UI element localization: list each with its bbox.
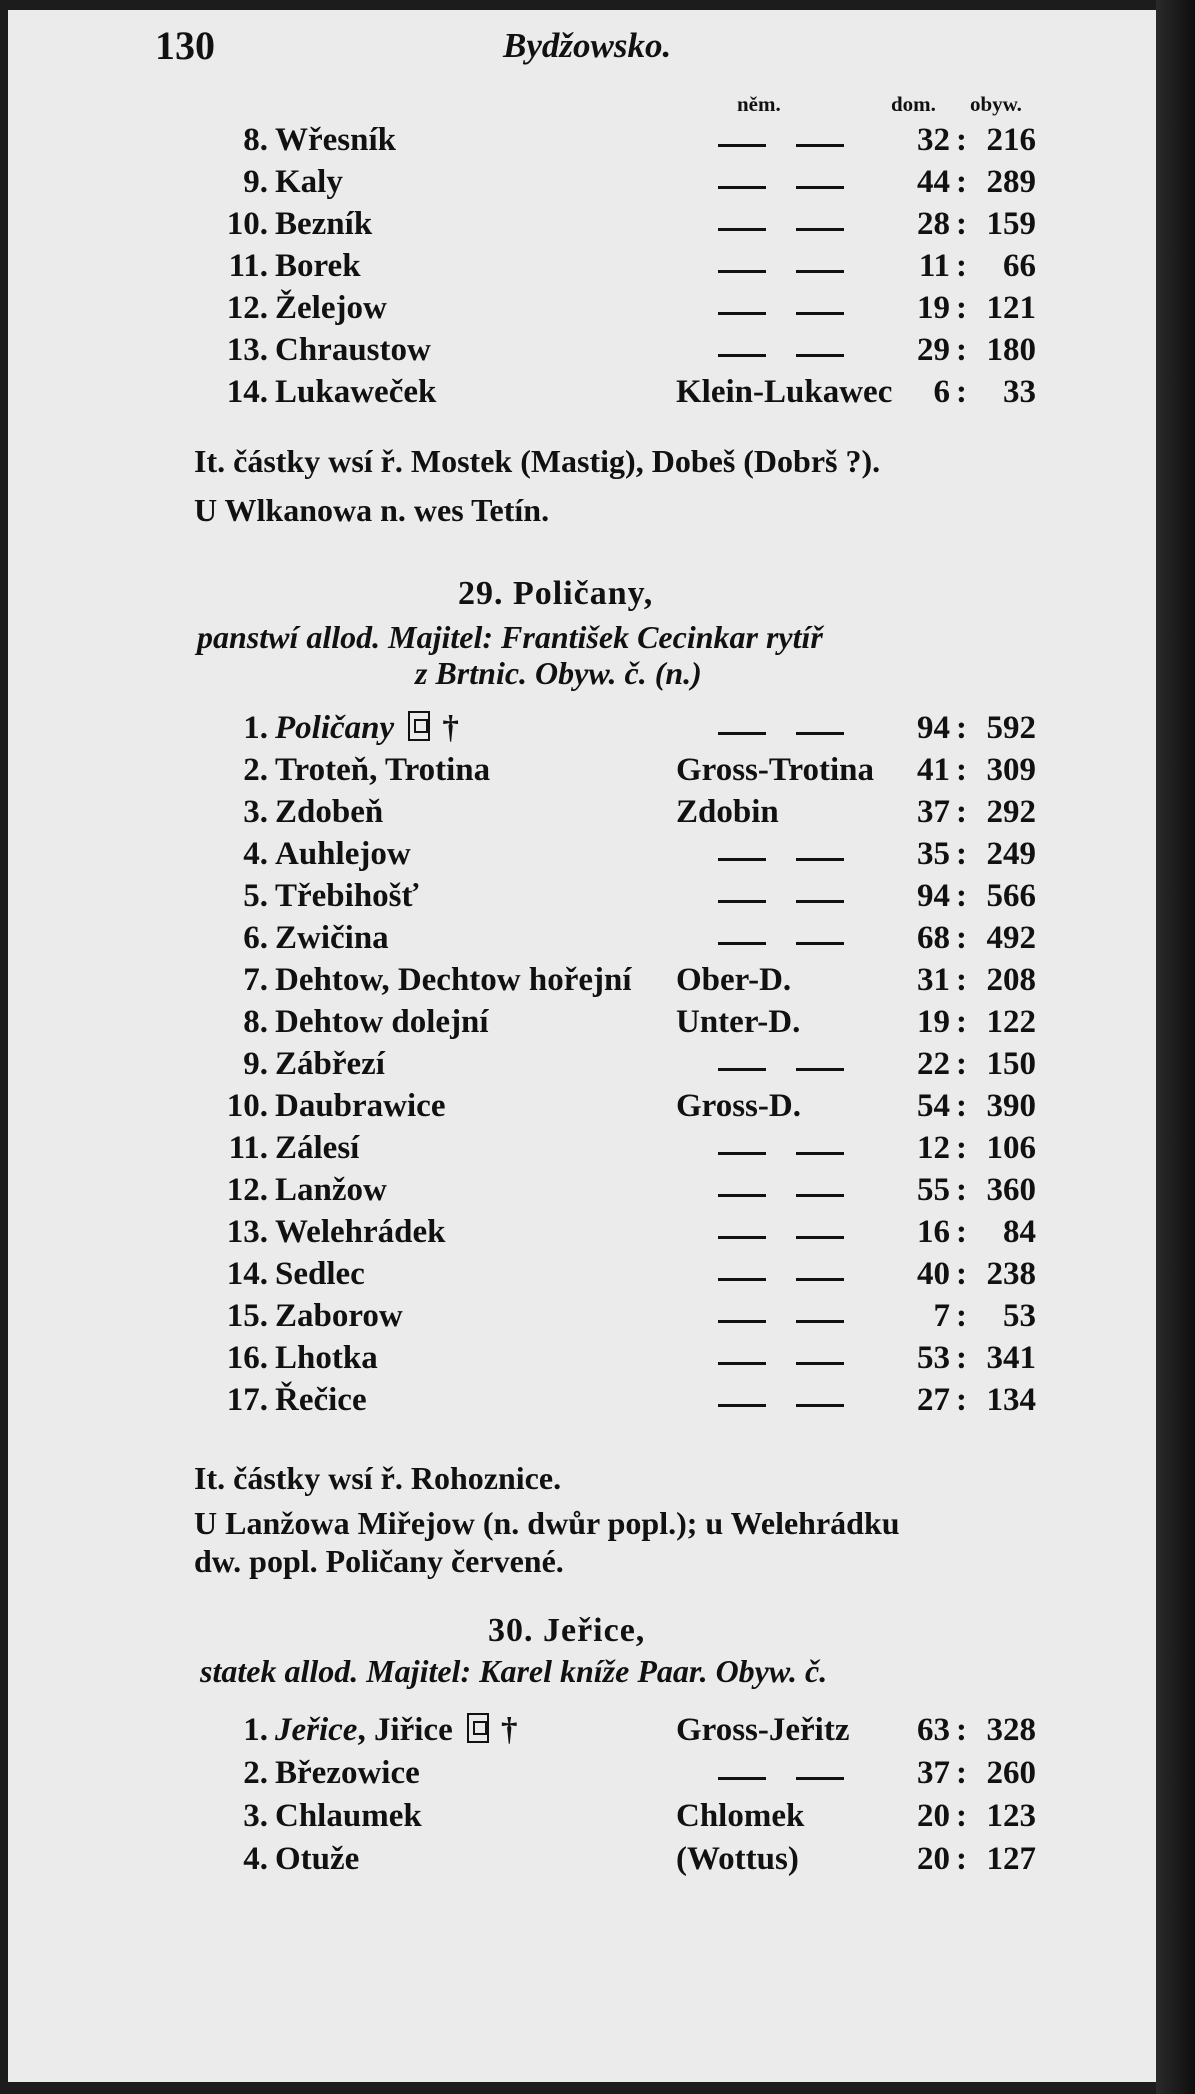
- place-name-variant: , Jiřice: [357, 1712, 453, 1748]
- church-cross-icon: †: [492, 1712, 518, 1748]
- row-number: 10.: [226, 1088, 268, 1124]
- ditto-dash: [796, 1068, 844, 1071]
- place-name: Troteň, Trotina: [275, 752, 491, 788]
- row-number: 15.: [226, 1298, 268, 1334]
- house-count: 35: [917, 836, 950, 872]
- row-number: 11.: [228, 248, 268, 284]
- ditto-dash: [718, 1278, 766, 1281]
- place-name: Poličany: [275, 710, 395, 746]
- row-number: 10.: [226, 206, 268, 242]
- ditto-dash: [796, 186, 844, 189]
- section-29-note-2: U Lanžowa Miřejow (n. dwůr popl.); u Welehrádku: [194, 1505, 900, 1541]
- house-count: 94: [917, 878, 950, 914]
- ditto-dash: [718, 900, 766, 903]
- german-name: (Wottus): [676, 1841, 799, 1877]
- house-count: 28: [917, 206, 950, 242]
- row-number: 8.: [243, 1004, 268, 1040]
- place-name: Dehtow dolejní: [275, 1004, 489, 1040]
- population-count: 592: [986, 710, 1036, 746]
- house-count: 53: [917, 1340, 950, 1376]
- row-number: 12.: [226, 1172, 268, 1208]
- table-row: [0, 122, 1100, 164]
- german-name: Gross-Trotina: [676, 752, 875, 788]
- house-count: 54: [917, 1088, 950, 1124]
- house-count: 20: [917, 1798, 950, 1834]
- ratio-colon: :: [956, 794, 967, 830]
- ditto-dash: [718, 942, 766, 945]
- table-row: [0, 1798, 1100, 1840]
- house-count: 44: [917, 164, 950, 200]
- house-count: 12: [917, 1130, 950, 1166]
- house-count: 41: [917, 752, 950, 788]
- table-row: [0, 290, 1100, 332]
- place-name: Daubrawice: [275, 1088, 446, 1124]
- ratio-colon: :: [956, 1382, 967, 1418]
- table-row: [0, 248, 1100, 290]
- population-count: 127: [986, 1841, 1036, 1877]
- place-name: Zálesí: [275, 1130, 360, 1166]
- row-number: 6.: [243, 920, 268, 956]
- ditto-dash: [796, 942, 844, 945]
- population-count: 180: [986, 332, 1036, 368]
- population-count: 208: [986, 962, 1036, 998]
- table-row: [0, 1214, 1100, 1256]
- column-header-obyw: obyw.: [970, 92, 1022, 116]
- population-count: 84: [1003, 1214, 1036, 1250]
- place-name: Sedlec: [275, 1256, 365, 1292]
- ditto-dash: [718, 186, 766, 189]
- population-count: 33: [1003, 374, 1036, 410]
- ditto-dash: [718, 1068, 766, 1071]
- place-name: Lhotka: [275, 1340, 378, 1376]
- ratio-colon: :: [956, 1256, 967, 1292]
- house-count: 37: [917, 1755, 950, 1791]
- row-number: 2.: [243, 752, 268, 788]
- place-name: Borek: [275, 248, 361, 284]
- row-number: 5.: [243, 878, 268, 914]
- ratio-colon: :: [956, 1046, 967, 1082]
- population-count: 492: [986, 920, 1036, 956]
- population-count: 122: [986, 1004, 1036, 1040]
- ratio-colon: :: [956, 1755, 967, 1791]
- house-count: 32: [917, 122, 950, 158]
- ditto-dash: [718, 1152, 766, 1155]
- place-name: Kaly: [275, 164, 343, 200]
- ratio-colon: :: [956, 332, 967, 368]
- row-number: 9.: [243, 1046, 268, 1082]
- ditto-dash: [796, 1320, 844, 1323]
- house-count: 6: [933, 374, 950, 410]
- ratio-colon: :: [956, 164, 967, 200]
- house-count: 20: [917, 1841, 950, 1877]
- place-name: Želejow: [275, 290, 387, 326]
- ditto-dash: [796, 1152, 844, 1155]
- table-row: [0, 1382, 1100, 1424]
- table-row: [0, 836, 1100, 878]
- ratio-colon: :: [956, 248, 967, 284]
- ditto-dash: [718, 732, 766, 735]
- german-name: Ober-D.: [676, 962, 792, 998]
- population-count: 216: [986, 122, 1036, 158]
- population-count: 66: [1003, 248, 1036, 284]
- german-name: Gross-D.: [676, 1088, 801, 1124]
- house-count: 68: [917, 920, 950, 956]
- table-row: [0, 1046, 1100, 1088]
- place-name: Březowice: [275, 1755, 420, 1791]
- ditto-dash: [796, 270, 844, 273]
- place-name: Lukaweček: [275, 374, 437, 410]
- ditto-dash: [718, 1194, 766, 1197]
- house-count: 94: [917, 710, 950, 746]
- row-number: 14.: [226, 1256, 268, 1292]
- ratio-colon: :: [956, 1214, 967, 1250]
- place-name: Bezník: [275, 206, 373, 242]
- place-name: Zábřezí: [275, 1046, 385, 1082]
- table-row: [0, 1755, 1100, 1797]
- table-row: [0, 878, 1100, 920]
- german-name: Unter-D.: [676, 1004, 801, 1040]
- ratio-colon: :: [956, 962, 967, 998]
- table-row: [0, 332, 1100, 374]
- row-number: 8.: [243, 122, 268, 158]
- place-name: Chlaumek: [275, 1798, 422, 1834]
- table-row: [0, 710, 1100, 752]
- ditto-dash: [718, 858, 766, 861]
- place-name: Lanžow: [275, 1172, 387, 1208]
- table-row: [0, 962, 1100, 1004]
- german-name: Gross-Jeřitz: [676, 1712, 850, 1748]
- table-row: [0, 920, 1100, 962]
- ditto-dash: [796, 732, 844, 735]
- table-row: [0, 374, 1100, 416]
- ratio-colon: :: [956, 1004, 967, 1040]
- population-count: 238: [986, 1256, 1036, 1292]
- place-name: Dehtow, Dechtow hořejní: [275, 962, 632, 998]
- row-number: 3.: [243, 794, 268, 830]
- population-count: 328: [986, 1712, 1036, 1748]
- ratio-colon: :: [956, 752, 967, 788]
- population-count: 106: [986, 1130, 1036, 1166]
- church-cross-icon: †: [434, 710, 459, 746]
- place-name: Zdobeň: [275, 794, 384, 830]
- ratio-colon: :: [956, 878, 967, 914]
- place-name: Otuže: [275, 1841, 360, 1877]
- section-28-note-2: U Wlkanowa n. wes Tetín.: [194, 492, 550, 528]
- house-count: 63: [917, 1712, 950, 1748]
- running-title: Bydžowsko.: [503, 26, 672, 65]
- row-number: 7.: [243, 962, 268, 998]
- population-count: 309: [986, 752, 1036, 788]
- page-number: 130: [155, 23, 215, 68]
- ditto-dash: [796, 1236, 844, 1239]
- house-count: 19: [917, 290, 950, 326]
- ditto-dash: [796, 228, 844, 231]
- population-count: 53: [1003, 1298, 1036, 1334]
- ditto-dash: [796, 1404, 844, 1407]
- ditto-dash: [718, 228, 766, 231]
- german-name: Zdobin: [676, 794, 779, 830]
- ditto-dash: [796, 858, 844, 861]
- ditto-dash: [718, 1404, 766, 1407]
- ditto-dash: [718, 1236, 766, 1239]
- ratio-colon: :: [956, 206, 967, 242]
- row-number: 4.: [243, 836, 268, 872]
- ditto-dash: [718, 1320, 766, 1323]
- row-number: 13.: [226, 332, 268, 368]
- table-row: [0, 1340, 1100, 1382]
- section-29-note-1: It. částky wsí ř. Rohoznice.: [194, 1460, 562, 1496]
- book-spine: [1156, 0, 1195, 2094]
- ratio-colon: :: [956, 1798, 967, 1834]
- ditto-dash: [718, 1777, 766, 1780]
- ratio-colon: :: [956, 1172, 967, 1208]
- ratio-colon: :: [956, 290, 967, 326]
- ditto-dash: [718, 144, 766, 147]
- table-row: [0, 164, 1100, 206]
- population-count: 260: [986, 1755, 1036, 1791]
- section-29-description-line-2: z Brtnic. Obyw. č. (n.): [415, 655, 702, 691]
- row-number: 4.: [243, 1841, 268, 1877]
- place-name: Auhlejow: [275, 836, 411, 872]
- ratio-colon: :: [956, 920, 967, 956]
- place-name: Řečice: [275, 1382, 367, 1418]
- table-row: [0, 1130, 1100, 1172]
- population-count: 150: [986, 1046, 1036, 1082]
- place-name: Jeřice: [275, 1712, 358, 1748]
- ditto-dash: [718, 270, 766, 273]
- row-number: 16.: [226, 1340, 268, 1376]
- population-count: 159: [986, 206, 1036, 242]
- ditto-dash: [796, 1777, 844, 1780]
- population-count: 292: [986, 794, 1036, 830]
- ditto-dash: [796, 1278, 844, 1281]
- ditto-dash: [796, 900, 844, 903]
- house-count: 55: [917, 1172, 950, 1208]
- column-header-nem: něm.: [737, 92, 781, 116]
- population-count: 289: [986, 164, 1036, 200]
- place-name: Zwičina: [275, 920, 389, 956]
- population-count: 134: [986, 1382, 1036, 1418]
- ditto-dash: [718, 312, 766, 315]
- section-30-heading: 30. Jeřice,: [488, 1612, 646, 1649]
- section-29-heading: 29. Poličany,: [458, 575, 654, 612]
- ratio-colon: :: [956, 1088, 967, 1124]
- ratio-colon: :: [956, 836, 967, 872]
- place-name: Chraustow: [275, 332, 431, 368]
- row-number: 3.: [243, 1798, 268, 1834]
- place-name: Wřesník: [275, 122, 397, 158]
- population-count: 121: [986, 290, 1036, 326]
- row-number: 14.: [226, 374, 268, 410]
- table-row: [0, 752, 1100, 794]
- german-name: Chlomek: [676, 1798, 805, 1834]
- ratio-colon: :: [956, 1130, 967, 1166]
- ditto-dash: [718, 1362, 766, 1365]
- population-count: 123: [986, 1798, 1036, 1834]
- row-number: 1.: [243, 1712, 268, 1748]
- row-number: 9.: [243, 164, 268, 200]
- german-name: Klein-Lukawec: [676, 374, 893, 410]
- row-number: 17.: [226, 1382, 268, 1418]
- section-29-description-line-1: panstwí allod. Majitel: František Cecinkar rytíř: [197, 619, 823, 655]
- ratio-colon: :: [956, 1298, 967, 1334]
- row-number: 2.: [243, 1755, 268, 1791]
- population-count: 360: [986, 1172, 1036, 1208]
- population-count: 249: [986, 836, 1036, 872]
- table-row: [0, 794, 1100, 836]
- table-row: [0, 1088, 1100, 1130]
- ditto-dash: [796, 354, 844, 357]
- table-row: [0, 1712, 1100, 1754]
- house-count: 7: [933, 1298, 950, 1334]
- ditto-dash: [718, 354, 766, 357]
- ratio-colon: :: [956, 374, 967, 410]
- house-count: 27: [917, 1382, 950, 1418]
- place-name: Welehrádek: [275, 1214, 446, 1250]
- table-row: [0, 1256, 1100, 1298]
- house-count: 16: [917, 1214, 950, 1250]
- house-count: 22: [917, 1046, 950, 1082]
- ratio-colon: :: [956, 1841, 967, 1877]
- ratio-colon: :: [956, 1712, 967, 1748]
- castle-icon: [408, 711, 430, 741]
- table-row: [0, 206, 1100, 248]
- ratio-colon: :: [956, 710, 967, 746]
- house-count: 29: [917, 332, 950, 368]
- ditto-dash: [796, 144, 844, 147]
- section-29-note-3: dw. popl. Poličany červené.: [194, 1543, 564, 1579]
- house-count: 31: [917, 962, 950, 998]
- ditto-dash: [796, 312, 844, 315]
- ratio-colon: :: [956, 122, 967, 158]
- population-count: 566: [986, 878, 1036, 914]
- ditto-dash: [796, 1362, 844, 1365]
- row-number: 1.: [243, 710, 268, 746]
- table-row: [0, 1298, 1100, 1340]
- row-number: 13.: [226, 1214, 268, 1250]
- ratio-colon: :: [956, 1340, 967, 1376]
- population-count: 341: [986, 1340, 1036, 1376]
- house-count: 37: [917, 794, 950, 830]
- house-count: 19: [917, 1004, 950, 1040]
- column-header-dom: dom.: [891, 92, 936, 116]
- row-number: 11.: [228, 1130, 268, 1166]
- section-28-note-1: It. částky wsí ř. Mostek (Mastig), Dobeš (Dobrš ?).: [194, 443, 881, 479]
- house-count: 40: [917, 1256, 950, 1292]
- table-row: [0, 1172, 1100, 1214]
- house-count: 11: [918, 248, 950, 284]
- section-30-description-line-1: statek allod. Majitel: Karel kníže Paar. Obyw. č.: [200, 1653, 828, 1689]
- ditto-dash: [796, 1194, 844, 1197]
- population-count: 390: [986, 1088, 1036, 1124]
- place-name: Třebihošť: [275, 878, 419, 914]
- place-name: Zaborow: [275, 1298, 403, 1334]
- table-row: [0, 1004, 1100, 1046]
- row-number: 12.: [226, 290, 268, 326]
- table-row: [0, 1841, 1100, 1883]
- castle-icon: [467, 1713, 489, 1743]
